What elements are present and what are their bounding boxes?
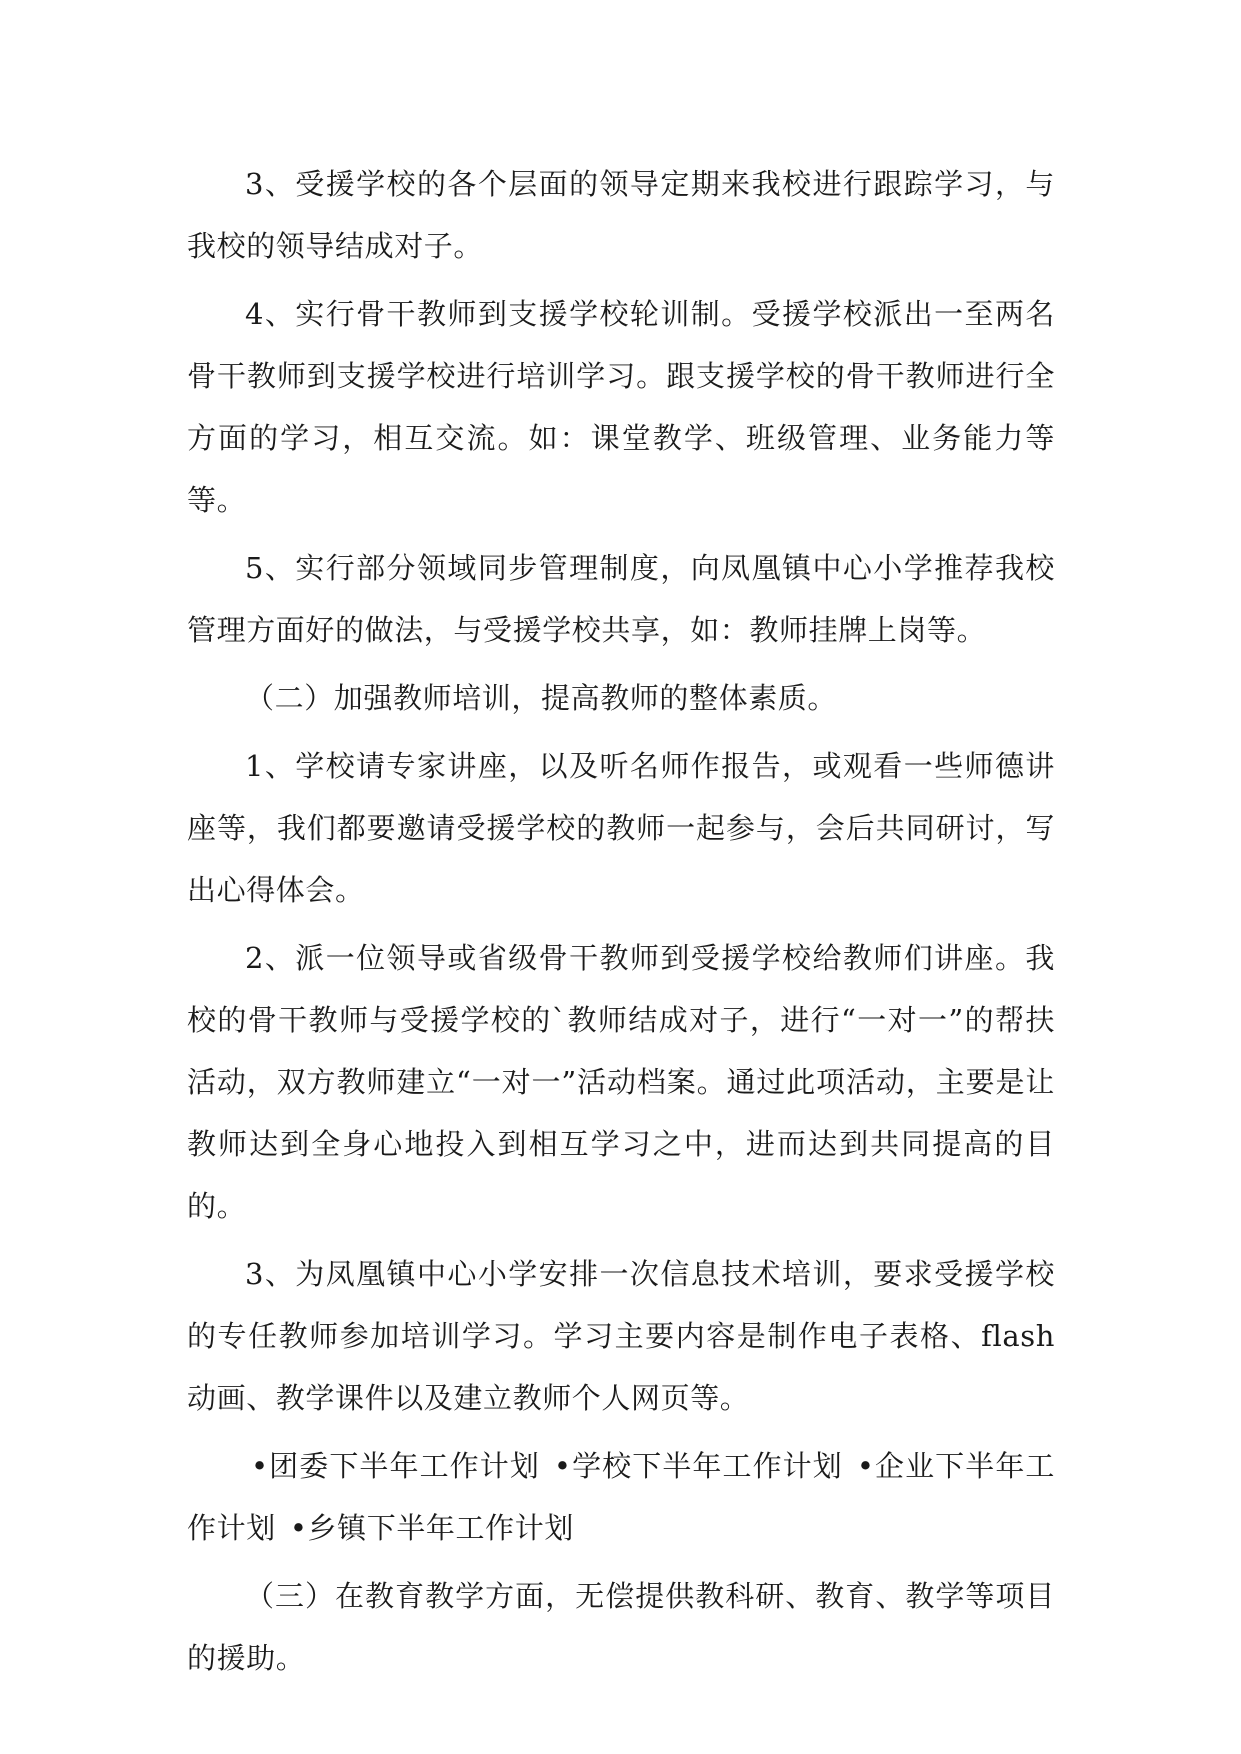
paragraph-expert-lectures: 1、学校请专家讲座，以及听名师作报告，或观看一些师德讲座等，我们都要邀请受援学校的教师一起参与，会后共同研讨，写出心得体会。	[187, 749, 1055, 907]
related-link-enterprise[interactable]: •企业下半年工作计划	[187, 1449, 1055, 1545]
section-heading-teaching-support: （三）在教育教学方面，无偿提供教科研、教育、教学等项目的援助。	[187, 1579, 1055, 1675]
paragraph-shared-management: 5、实行部分领域同步管理制度，向凤凰镇中心小学推荐我校管理方面好的做法，与受援学校共享，如：教师挂牌上岗等。	[187, 551, 1055, 647]
document-body	[187, 153, 1055, 1689]
related-link-youth-league[interactable]: •团委下半年工作计划	[251, 1449, 540, 1483]
related-link-school[interactable]: •学校下半年工作计划	[553, 1449, 843, 1483]
paragraph-leader-tracking: 3、受援学校的各个层面的领导定期来我校进行跟踪学习，与我校的领导结成对子。	[187, 167, 1055, 263]
related-link-township[interactable]: •乡镇下半年工作计划	[289, 1511, 574, 1545]
paragraph-it-training: 3、为凤凰镇中心小学安排一次信息技术培训，要求受援学校的专任教师参加培训学习。学习主要内容是制作电子表格、flash 动画、教学课件以及建立教师个人网页等。	[187, 1257, 1055, 1415]
related-links	[187, 1435, 1055, 1559]
section-heading-teacher-training: （二）加强教师培训，提高教师的整体素质。	[245, 681, 838, 715]
paragraph-one-on-one: 2、派一位领导或省级骨干教师到受援学校给教师们讲座。我校的骨干教师与受援学校的`教师结成对子，进行“一对一”的帮扶活动，双方教师建立“一对一”活动档案。通过此项活动，主要是让教师达到全身心地投入到相互学习之中，进而达到共同提高的目的。	[187, 941, 1055, 1223]
paragraph-teacher-rotation: 4、实行骨干教师到支援学校轮训制。受援学校派出一至两名骨干教师到支援学校进行培训学习。跟支援学校的骨干教师进行全方面的学习，相互交流。如：课堂教学、班级管理、业务能力等等。	[187, 297, 1055, 517]
